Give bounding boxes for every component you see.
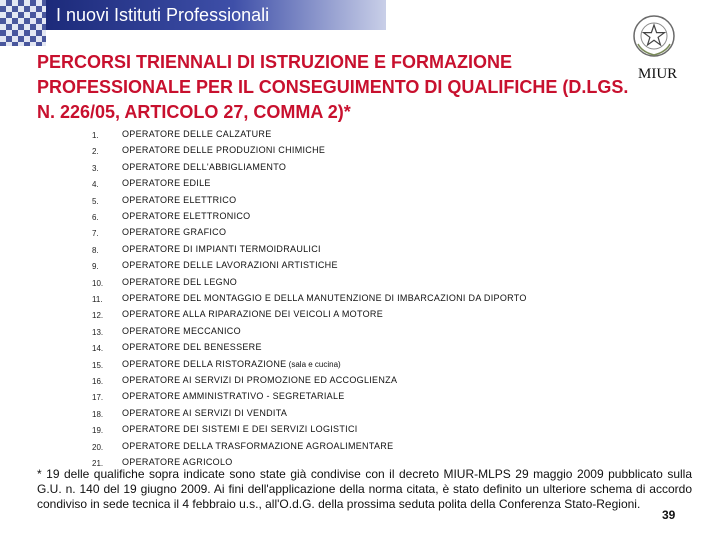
- list-item-number: 17.: [92, 393, 104, 403]
- list-item-label: [122, 211, 251, 221]
- footnote: * 19 delle qualifiche sopra indicate sono state già condivise con il decreto MIUR-MLPS 29 maggio 2009 pubblicato sulla G.U. n. 140 del 19 giugno 2009. Ai fini dell'applicazione della norma citata, è stato definito un ulteriore schema di accordo condiviso in sede tecnica il 4 febbraio u.s., all'O.d.G. della prossima seduta polita della Conferenza Stato-Regioni.: [37, 467, 692, 511]
- list-item-number: 6.: [92, 213, 99, 222]
- list-item-text: OPERATORE MECCANICO: [122, 325, 241, 336]
- list-item-label: [122, 326, 241, 336]
- list-item-label: [122, 375, 397, 385]
- list-item-number: 2.: [92, 147, 99, 157]
- list-item-note: (sala e cucina): [286, 359, 341, 369]
- list-item-label: [122, 293, 527, 303]
- list-item-label: [122, 408, 287, 418]
- list-item-label: [122, 195, 236, 205]
- list-item-text: OPERATORE DEL LEGNO: [122, 276, 238, 287]
- list-item-text: OPERATORE DEL BENESSERE: [122, 342, 262, 353]
- list-item-label: [122, 441, 393, 451]
- list-item-label: [122, 162, 286, 172]
- list-item-label: [122, 277, 237, 287]
- list-item-label: [122, 424, 358, 434]
- list-item-text: OPERATORE AI SERVIZI DI PROMOZIONE ED ACCOGLIENZA: [122, 375, 398, 385]
- list-item-text: OPERATORE GRAFICO: [122, 227, 227, 238]
- list-item-number: 7.: [92, 229, 99, 239]
- list-item-text: OPERATORE ELETTRONICO: [122, 211, 251, 221]
- list-item-number: 5.: [92, 196, 99, 206]
- list-item-number: 3.: [92, 163, 99, 173]
- list-item-number: 18.: [92, 409, 104, 419]
- list-item-text: OPERATORE AGRICOLO: [122, 457, 233, 467]
- list-item-label: [122, 342, 262, 352]
- list-item-label: [122, 178, 211, 188]
- header-title: I nuovi Istituti Professionali: [56, 5, 270, 25]
- list-item-text: OPERATORE DELLE CALZATURE: [122, 129, 272, 139]
- list-item-number: 12.: [92, 311, 104, 321]
- list-item-label: [122, 244, 321, 254]
- italian-emblem-icon: [632, 14, 676, 58]
- list-item-number: 15.: [92, 360, 104, 370]
- list-item-number: 14.: [92, 344, 104, 354]
- list-item-text: OPERATORE DELLA TRASFORMAZIONE AGROALIMENTARE: [122, 440, 394, 451]
- list-item-text: OPERATORE DEL MONTAGGIO E DELLA MANUTENZIONE DI IMBARCAZIONI DA DIPORTO: [122, 293, 527, 303]
- list-item-number: 13.: [92, 327, 104, 337]
- miur-label: MIUR: [638, 66, 678, 82]
- list-item-text: OPERATORE DI IMPIANTI TERMOIDRAULICI: [122, 243, 321, 254]
- list-item-number: 10.: [92, 278, 104, 288]
- list-item-number: 1.: [92, 131, 99, 140]
- list-item-label: [122, 227, 226, 237]
- list-item-text: OPERATORE EDILE: [122, 178, 211, 189]
- list-item-label: [122, 129, 272, 139]
- checker-decoration: [0, 0, 46, 46]
- list-item-label: [122, 309, 383, 319]
- list-item-text: OPERATORE DELLA RISTORAZIONE: [122, 358, 287, 369]
- list-item-number: 9.: [92, 262, 99, 272]
- list-item-text: OPERATORE DELL'ABBIGLIAMENTO: [122, 161, 287, 172]
- list-item-label: [122, 391, 345, 401]
- list-item-text: OPERATORE AI SERVIZI DI VENDITA: [122, 407, 288, 418]
- list-item-number: 8.: [92, 245, 99, 255]
- list-item-text: OPERATORE ALLA RIPARAZIONE DEI VEICOLI A MOTORE: [122, 309, 384, 320]
- list-item-number: 21.: [92, 459, 104, 468]
- list-item-number: 16.: [92, 377, 104, 386]
- page-number: 39: [662, 508, 676, 522]
- list-item-text: OPERATORE DELLE LAVORAZIONI ARTISTICHE: [122, 260, 338, 271]
- list-item-number: 11.: [92, 295, 103, 304]
- list-item-number: 4.: [92, 180, 99, 190]
- list-item-text: OPERATORE DEI SISTEMI E DEI SERVIZI LOGISTICI: [122, 424, 358, 435]
- list-item-number: 20.: [92, 442, 104, 452]
- list-item-text: OPERATORE ELETTRICO: [122, 194, 237, 205]
- list-item-text: OPERATORE DELLE PRODUZIONI CHIMICHE: [122, 145, 326, 156]
- list-item-label: [122, 457, 233, 467]
- page-title: PERCORSI TRIENNALI DI ISTRUZIONE E FORMAZIONE PROFESSIONALE PER IL CONSEGUIMENTO DI QUALIFICHE (D.LGS. N. 226/05, ARTICOLO 27, COMMA 2)*: [37, 52, 629, 122]
- list-item-label: [122, 359, 341, 369]
- list-item-label: [122, 260, 338, 270]
- list-item-label: [122, 145, 325, 155]
- list-item-number: 19.: [92, 426, 104, 436]
- list-item-text: OPERATORE AMMINISTRATIVO - SEGRETARIALE: [122, 391, 345, 402]
